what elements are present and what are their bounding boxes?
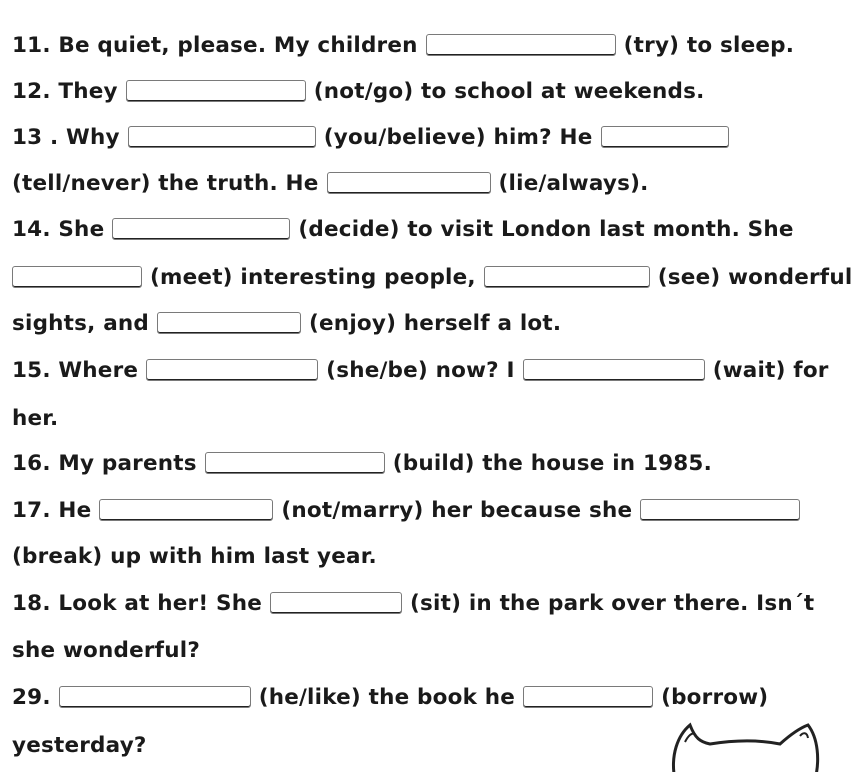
answer-blank[interactable] <box>99 499 273 521</box>
answer-blank[interactable] <box>270 592 402 614</box>
exercise-line-15-cont <box>12 403 855 433</box>
answer-blank[interactable] <box>59 686 251 708</box>
line-text: (wait) for <box>712 357 829 383</box>
line-text: 29. <box>12 684 51 710</box>
exercise-line-18 <box>12 588 855 618</box>
exercise-line-13 <box>12 122 855 152</box>
line-text: she wonderful? <box>12 637 200 663</box>
exercise-line-17-cont <box>12 541 855 571</box>
line-text: 15. Where <box>12 357 139 383</box>
line-text: (meet) interesting people, <box>150 264 476 290</box>
answer-blank[interactable] <box>128 126 316 148</box>
answer-blank[interactable] <box>12 266 142 288</box>
line-text: 12. They <box>12 78 118 104</box>
exercise-line-12 <box>12 76 855 106</box>
line-text: (not/go) to school at weekends. <box>313 78 705 104</box>
line-text: (decide) to visit London last month. She <box>298 216 794 242</box>
exercise-line-14-cont <box>12 262 855 292</box>
line-text: (build) the house in 1985. <box>392 450 712 476</box>
exercise-line-13-cont <box>12 168 855 198</box>
line-text: (not/marry) her because she <box>281 497 633 523</box>
answer-blank[interactable] <box>146 359 318 381</box>
answer-blank[interactable] <box>205 452 385 474</box>
cat-illustration-icon <box>640 720 850 772</box>
line-text: (he/like) the book he <box>258 684 516 710</box>
exercise-line-18-cont <box>12 635 855 665</box>
line-text: (try) to sleep. <box>623 32 795 58</box>
line-text: 14. She <box>12 216 105 242</box>
line-text: 16. My parents <box>12 450 197 476</box>
answer-blank[interactable] <box>601 126 729 148</box>
exercise-line-16 <box>12 448 855 478</box>
exercise-line-11 <box>12 30 855 60</box>
line-text: (borrow) <box>661 684 769 710</box>
answer-blank[interactable] <box>523 359 705 381</box>
answer-blank[interactable] <box>157 312 301 334</box>
line-text: (she/be) now? I <box>326 357 515 383</box>
answer-blank[interactable] <box>484 266 650 288</box>
exercise-line-29 <box>12 682 855 712</box>
line-text: yesterday? <box>12 732 147 758</box>
line-text: (tell/never) the truth. He <box>12 170 319 196</box>
line-text: (you/believe) him? He <box>323 124 593 150</box>
answer-blank[interactable] <box>640 499 800 521</box>
exercise-line-15 <box>12 355 855 385</box>
exercise-line-17 <box>12 495 855 525</box>
line-text: 13 . Why <box>12 124 120 150</box>
line-text: 11. Be quiet, please. My children <box>12 32 418 58</box>
line-text: 18. Look at her! She <box>12 590 263 616</box>
answer-blank[interactable] <box>426 34 616 56</box>
line-text: 17. He <box>12 497 92 523</box>
line-text: (see) wonderful <box>657 264 853 290</box>
line-text: sights, and <box>12 310 149 336</box>
answer-blank[interactable] <box>327 172 491 194</box>
answer-blank[interactable] <box>126 80 306 102</box>
line-text: (enjoy) herself a lot. <box>309 310 562 336</box>
corner-decoration-icon <box>755 0 815 10</box>
exercise-line-14-cont2 <box>12 308 855 338</box>
line-text: (lie/always). <box>498 170 649 196</box>
line-text: her. <box>12 405 59 431</box>
answer-blank[interactable] <box>112 218 290 240</box>
exercise-line-14 <box>12 214 855 244</box>
answer-blank[interactable] <box>523 686 653 708</box>
line-text: (sit) in the park over there. Isn´t <box>410 590 815 616</box>
line-text: (break) up with him last year. <box>12 543 377 569</box>
